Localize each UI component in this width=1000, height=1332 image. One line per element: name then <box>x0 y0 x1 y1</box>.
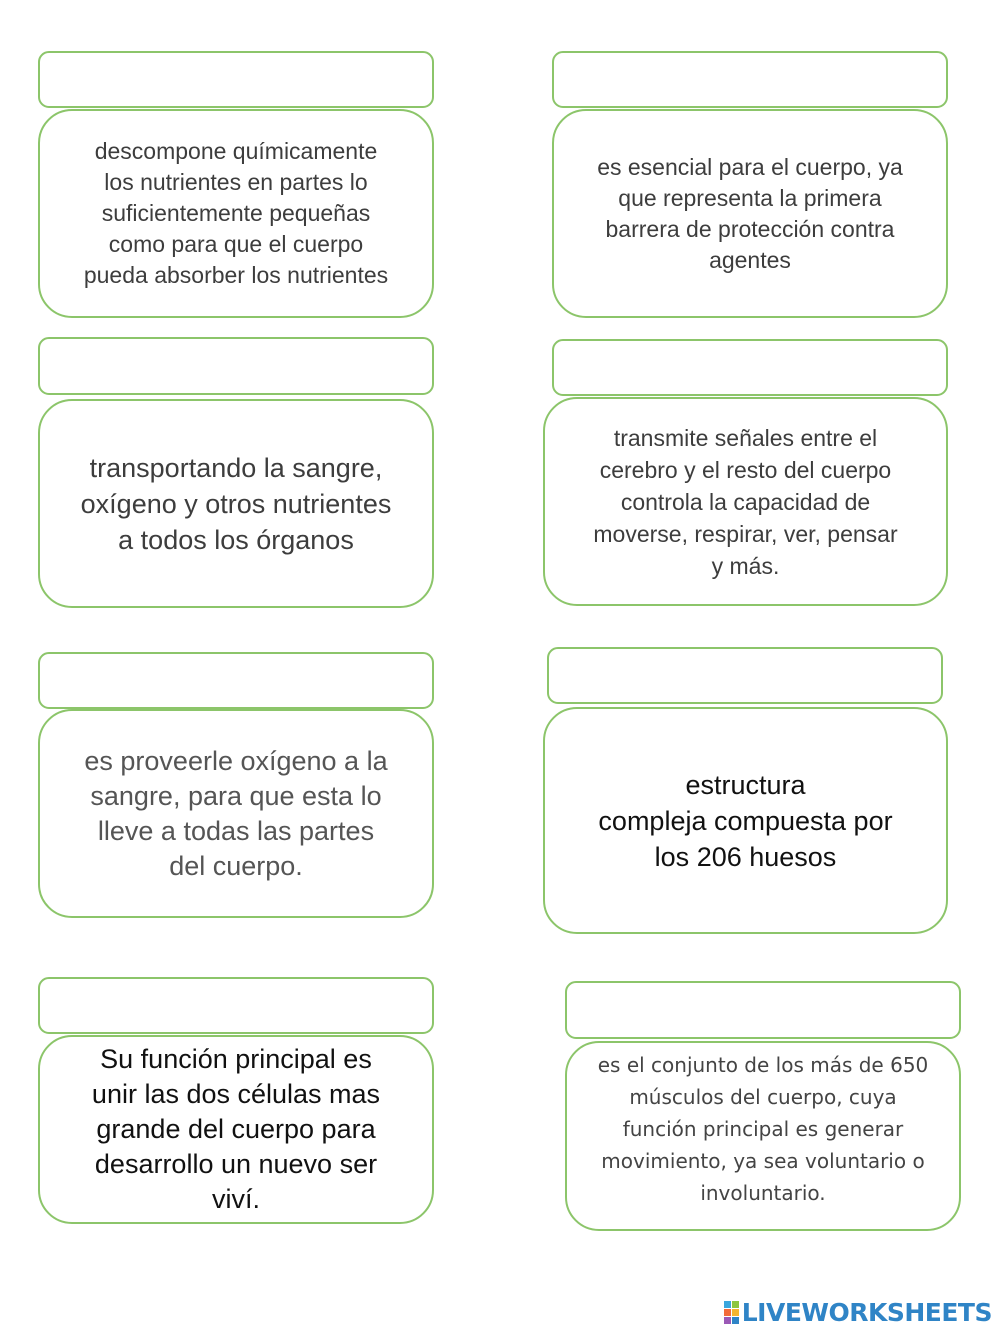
liveworksheets-logo <box>724 1297 992 1327</box>
description-reproductive <box>38 1035 434 1224</box>
description-skeletal <box>543 707 948 934</box>
description-nervous <box>543 397 948 606</box>
description-circulatory <box>38 399 434 608</box>
description-text: es proveerle oxígeno a la sangre, para que esta lo lleve a todas las partes del cuerpo. <box>84 745 388 881</box>
logo-blocks-icon <box>724 1301 739 1324</box>
description-text: transmite señales entre el cerebro y el resto del cuerpo controla la capacidad de moverse, respirar, ver, pensar y más. <box>593 424 898 579</box>
answer-field-skin[interactable] <box>552 51 948 108</box>
description-skin <box>552 109 948 318</box>
description-respiratory <box>38 709 434 918</box>
description-text: Su función principal es unir las dos células mas grande del cuerpo para desarrollo un nuevo ser viví. <box>91 1044 381 1214</box>
description-text: descompone químicamente los nutrientes en partes lo suficientemente pequeñas como para que el cuerpo pueda absorber los nutrientes <box>83 138 389 288</box>
brand-name: LIVEWORKSHEETS <box>741 1297 992 1327</box>
description-text: es esencial para el cuerpo, ya que representa la primera barrera de protección contra agentes <box>597 153 903 273</box>
answer-field-digestive[interactable] <box>38 51 434 108</box>
description-digestive <box>38 109 434 318</box>
answer-field-respiratory[interactable] <box>38 652 434 709</box>
answer-field-nervous[interactable] <box>552 339 948 396</box>
description-text: estructura compleja compuesta por los 206 huesos <box>598 769 893 872</box>
description-text: transportando la sangre, oxígeno y otros nutrientes a todos los órganos <box>80 452 392 555</box>
description-muscular <box>565 1041 961 1231</box>
answer-field-skeletal[interactable] <box>547 647 943 704</box>
answer-field-circulatory[interactable] <box>38 337 434 395</box>
answer-field-muscular[interactable] <box>565 981 961 1039</box>
answer-field-reproductive[interactable] <box>38 977 434 1034</box>
description-text: es el conjunto de los más de 650 músculos del cuerpo, cuya función principal es generar movimiento, ya sea voluntario o involuntario. <box>597 1053 929 1205</box>
